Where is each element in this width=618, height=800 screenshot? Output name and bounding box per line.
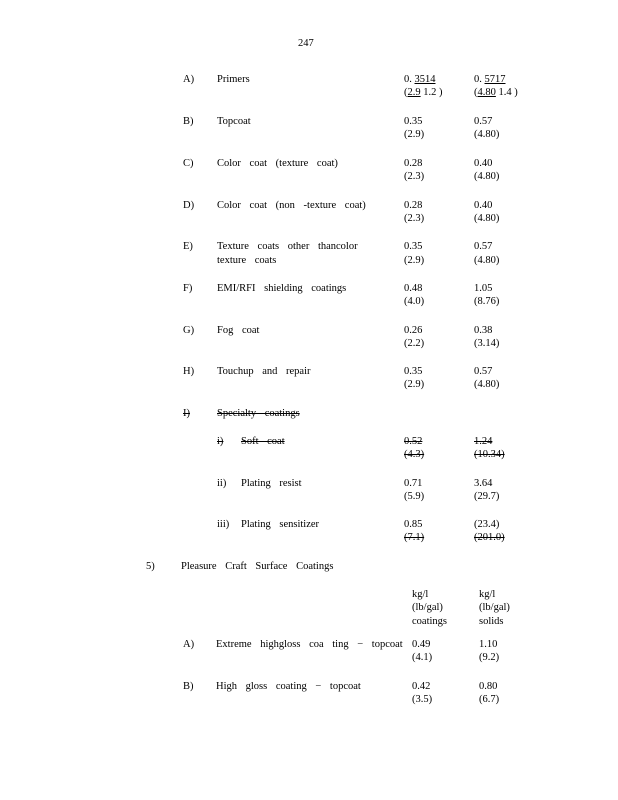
subrow-number: iii)	[217, 519, 230, 530]
row-letter: G)	[183, 325, 195, 336]
value-solids-lb: (4.80)	[474, 129, 500, 140]
value-solids-lb: (9.2)	[479, 652, 500, 663]
value-coatings-lb: (2.3)	[404, 171, 425, 182]
row-label: Color coat (non -texture coat)	[217, 200, 366, 211]
row-label-continued: texture coats	[217, 255, 277, 266]
row-label: Texture coats other thancolor	[217, 241, 358, 252]
section-number: 5)	[146, 561, 155, 572]
row-label: Fog coat	[217, 325, 260, 336]
row-letter: C)	[183, 158, 194, 169]
value-solids: 0.40	[474, 200, 493, 211]
subrow-label: Plating resist	[241, 478, 302, 489]
value-solids: 1.24	[474, 436, 493, 447]
value-solids-lb: (10.34)	[474, 449, 505, 460]
value-solids: 1.05	[474, 283, 493, 294]
subrow-label: Soft coat	[241, 436, 285, 447]
header-line: coatings	[412, 616, 447, 627]
header-line: kg/l	[412, 589, 429, 600]
value-coatings: 0. 3514	[404, 74, 436, 85]
value-coatings-lb: (7.1)	[404, 532, 425, 543]
row-letter: A)	[183, 74, 195, 85]
row-label: Topcoat	[217, 116, 251, 127]
value-solids: 0.40	[474, 158, 493, 169]
value-coatings-lb: (2.9)	[404, 255, 425, 266]
value-coatings: 0.49	[412, 639, 431, 650]
row-letter: D)	[183, 200, 195, 211]
value-solids: 1.10	[479, 639, 498, 650]
value-coatings-lb: (4.1)	[412, 652, 433, 663]
row-letter: B)	[183, 116, 194, 127]
value-coatings: 0.42	[412, 681, 431, 692]
value-coatings-lb: (2.3)	[404, 213, 425, 224]
value-coatings: 0.35	[404, 241, 423, 252]
value-coatings-lb: (2.9 1.2 )	[404, 87, 443, 98]
value-coatings-lb: (4.0)	[404, 296, 425, 307]
subrow-label: Plating sensitizer	[241, 519, 320, 530]
value-solids-lb: (6.7)	[479, 694, 500, 705]
value-coatings: 0.28	[404, 200, 423, 211]
value-coatings: 0.35	[404, 116, 423, 127]
row-letter: B)	[183, 681, 194, 692]
value-coatings: 0.28	[404, 158, 423, 169]
row-letter: I)	[183, 408, 190, 419]
value-solids: 0.57	[474, 116, 493, 127]
value-solids-lb: (4.80)	[474, 213, 500, 224]
value-coatings: 0.35	[404, 366, 423, 377]
row-label: Extreme highgloss coa ting − topcoat	[216, 639, 403, 650]
row-letter: A)	[183, 639, 195, 650]
value-coatings-lb: (5.9)	[404, 491, 425, 502]
value-solids-lb: (29.7)	[474, 491, 500, 502]
value-solids: 0.38	[474, 325, 493, 336]
value-solids-lb: (201.0)	[474, 532, 505, 543]
value-solids: 0.57	[474, 241, 493, 252]
page-number: 247	[298, 38, 314, 49]
value-solids-lb: (4.80)	[474, 171, 500, 182]
row-label: EMI/RFI shielding coatings	[217, 283, 347, 294]
row-label: Specialty coatings	[217, 408, 300, 419]
value-solids: 0. 5717	[474, 74, 506, 85]
value-coatings-lb: (3.5)	[412, 694, 433, 705]
value-coatings: 0.52	[404, 436, 423, 447]
value-solids-lb: (3.14)	[474, 338, 500, 349]
value-coatings: 0.85	[404, 519, 423, 530]
value-coatings-lb: (2.9)	[404, 379, 425, 390]
row-letter: H)	[183, 366, 195, 377]
value-coatings-lb: (4.3)	[404, 449, 425, 460]
value-solids-lb: (8.76)	[474, 296, 500, 307]
value-coatings: 0.48	[404, 283, 423, 294]
row-label: Color coat (texture coat)	[217, 158, 338, 169]
subrow-number: ii)	[217, 478, 227, 489]
value-coatings: 0.26	[404, 325, 423, 336]
header-line: (lb/gal)	[479, 602, 510, 613]
value-coatings: 0.71	[404, 478, 423, 489]
value-coatings-lb: (2.9)	[404, 129, 425, 140]
header-line: solids	[479, 616, 504, 627]
value-solids-lb: (4.80)	[474, 379, 500, 390]
value-coatings-lb: (2.2)	[404, 338, 425, 349]
header-line: kg/l	[479, 589, 496, 600]
section-title: Pleasure Craft Surface Coatings	[181, 561, 334, 572]
row-label: Primers	[217, 74, 250, 85]
subrow-number: i)	[217, 436, 224, 447]
value-solids: 0.80	[479, 681, 498, 692]
value-solids: 0.57	[474, 366, 493, 377]
row-letter: F)	[183, 283, 193, 294]
header-line: (lb/gal)	[412, 602, 443, 613]
value-solids-lb: (4.80 1.4 )	[474, 87, 518, 98]
value-solids: (23.4)	[474, 519, 500, 530]
value-solids: 3.64	[474, 478, 493, 489]
row-label: Touchup and repair	[217, 366, 311, 377]
row-label: High gloss coating − topcoat	[216, 681, 361, 692]
row-letter: E)	[183, 241, 193, 252]
value-solids-lb: (4.80)	[474, 255, 500, 266]
